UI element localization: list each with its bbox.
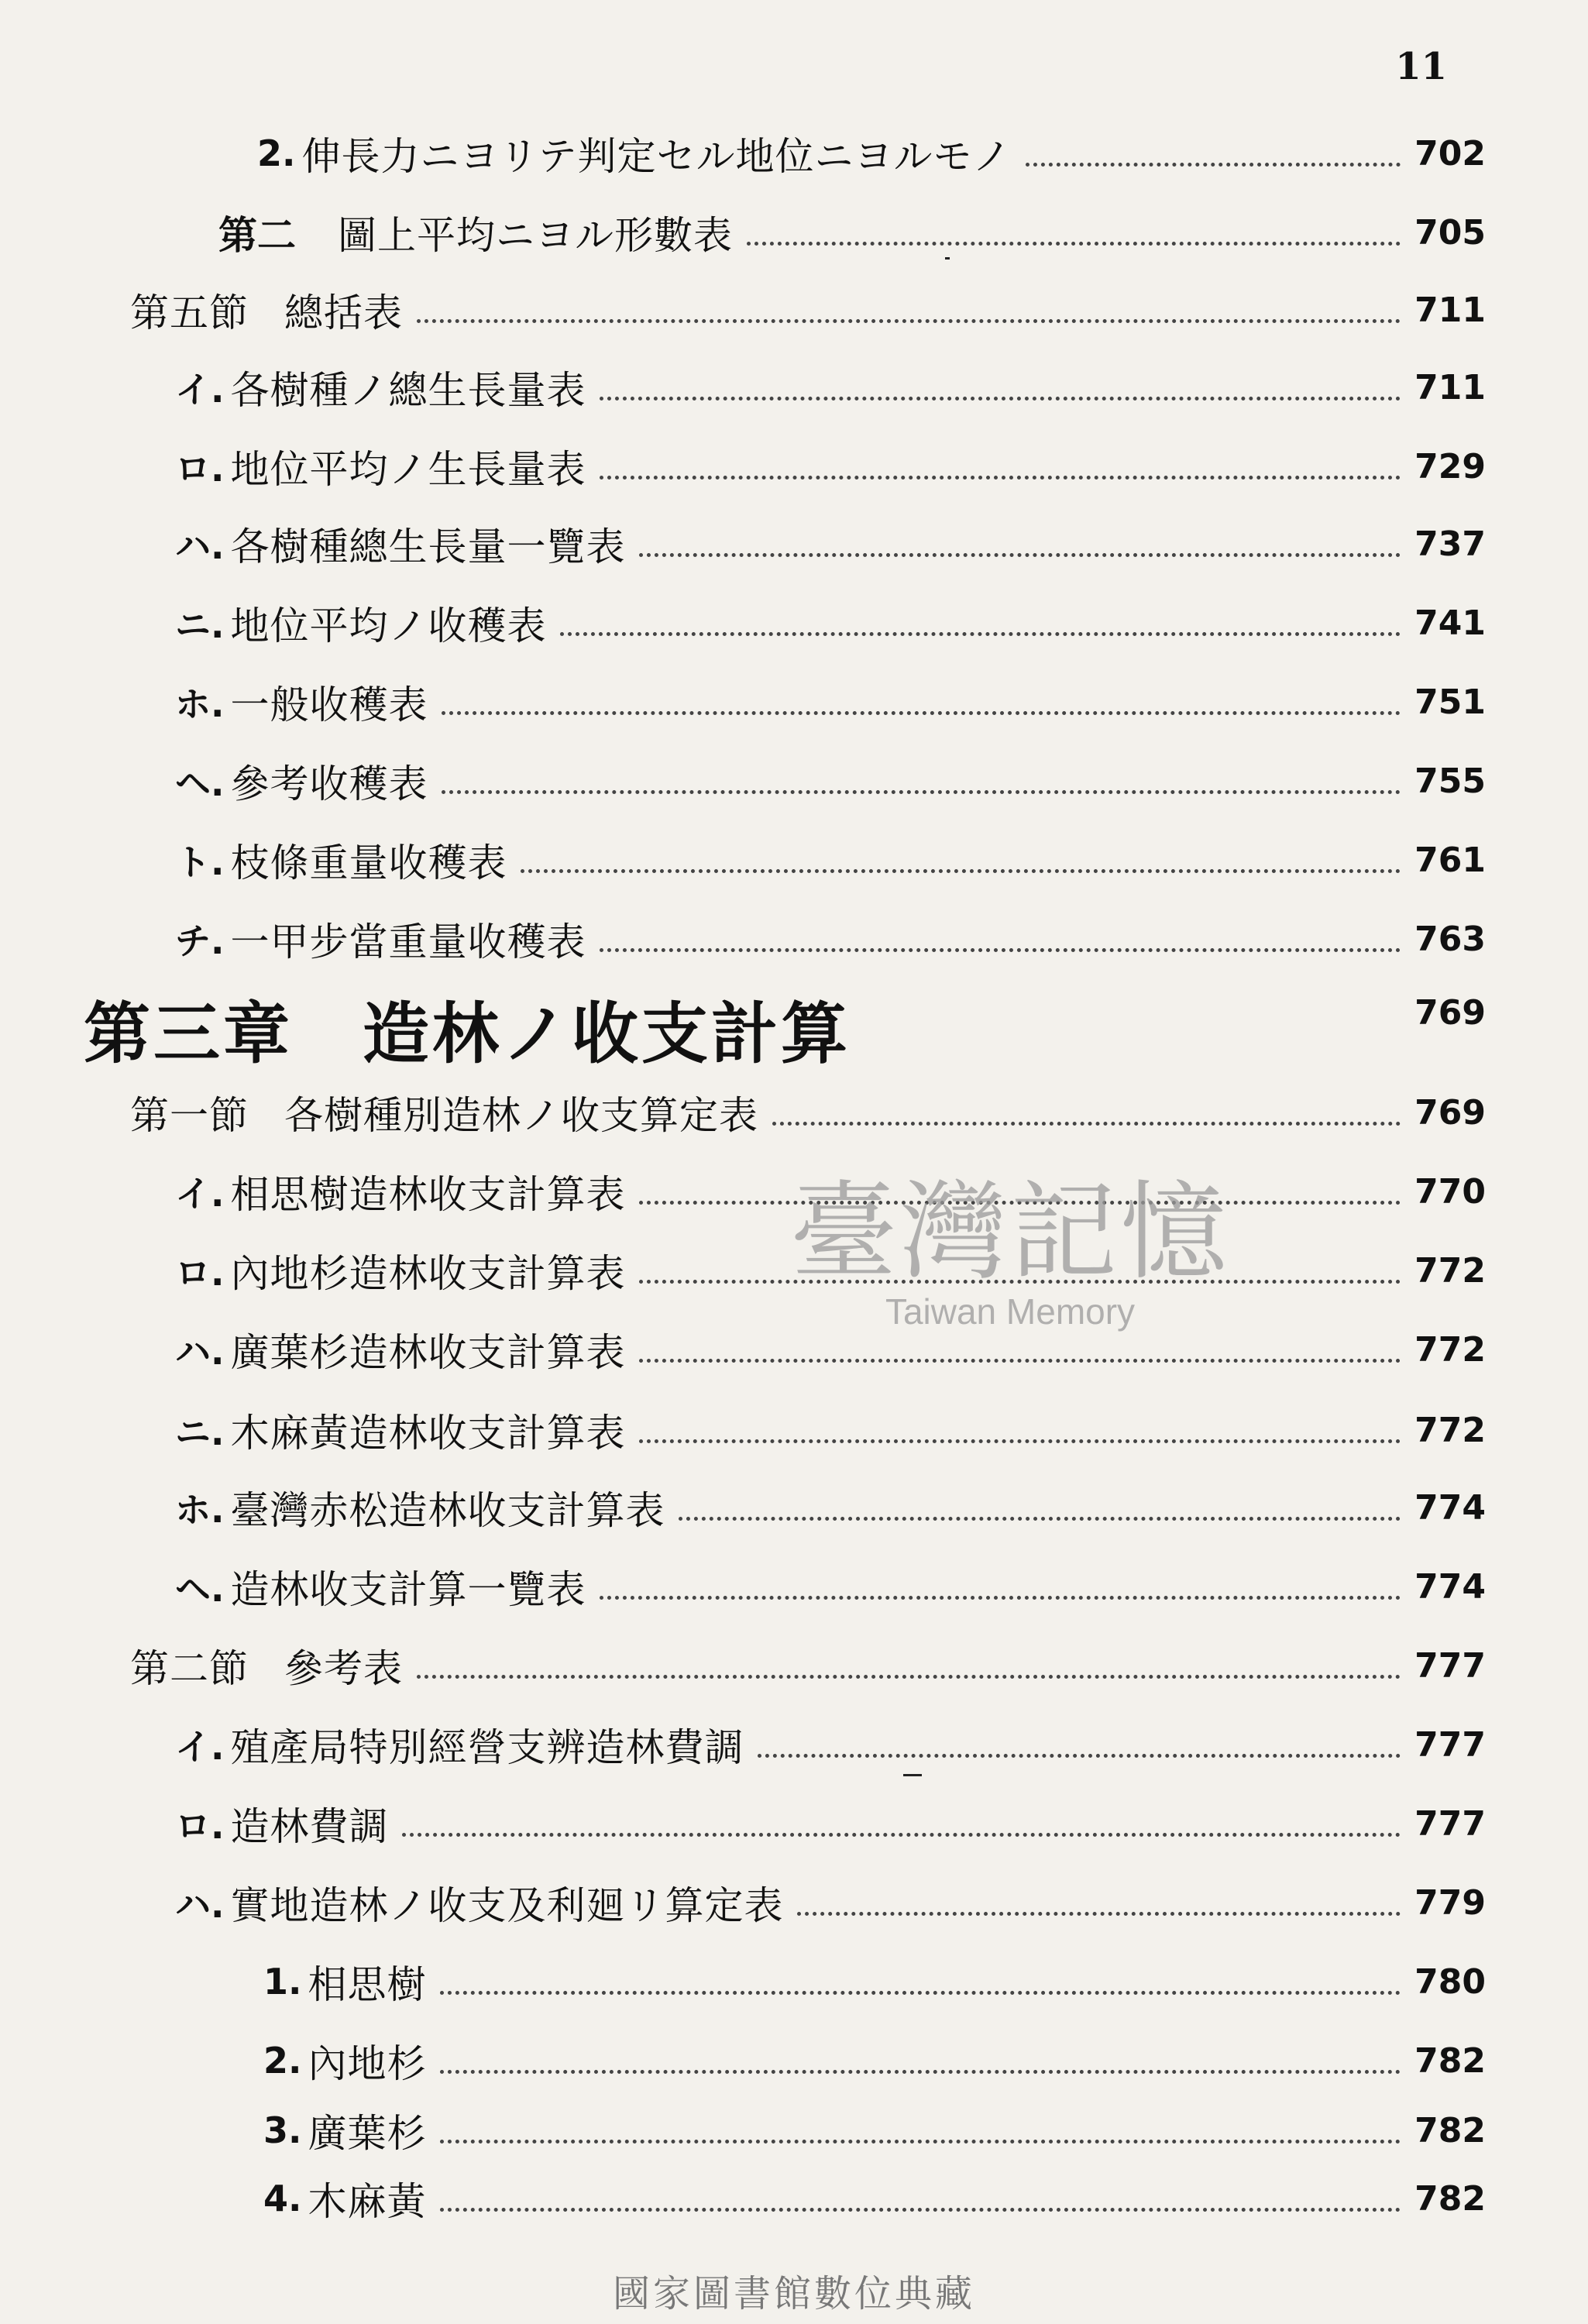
dot-leader [600,476,1401,480]
dot-leader [797,1912,1401,1916]
entry-marker: イ. [175,1726,225,1768]
toc-entry [175,435,1486,497]
toc-entry [175,1556,1486,1618]
entry-page: 770 [1414,1171,1486,1212]
chapter-title: 造林ノ收支計算 [363,995,851,1073]
entry-page: 782 [1414,2110,1486,2150]
toc-entry [175,513,1486,575]
entry-marker: ホ. [175,1489,225,1531]
entry-marker: チ. [175,920,225,962]
dot-leader [402,1833,1401,1837]
entry-title: 造林費調 [230,1804,389,1849]
entry-marker: ロ. [175,1805,225,1847]
entry-page: 702 [1414,133,1486,174]
entry-marker: 第五節 [130,290,249,335]
entry-page: 711 [1414,290,1486,330]
entry-title: 相思樹造林收支計算表 [230,1172,626,1217]
dot-leader [521,869,1401,873]
entry-marker: 第二 [218,213,296,258]
dot-leader [1026,163,1401,167]
entry-page: 705 [1414,212,1486,253]
entry-title: 地位平均ノ收穫表 [230,603,547,648]
toc-entry [175,1872,1486,1934]
entry-marker: ホ. [175,683,225,725]
toc-entry [218,201,1486,263]
entry-marker: 4. [263,2178,302,2219]
entry-title: 臺灣赤松造林收支計算表 [230,1488,665,1533]
entry-page: 761 [1414,840,1486,880]
entry-title: 內地杉造林收支計算表 [230,1251,626,1296]
entry-title: 廣葉杉造林收支計算表 [230,1330,626,1375]
toc-entry [175,829,1486,891]
toc-entry [130,1081,1486,1143]
entry-marker: イ. [175,1173,225,1215]
entry-title: 木麻黃 [308,2179,427,2224]
entry-marker: ヘ. [175,762,225,804]
toc-entry [263,2099,1486,2161]
entry-marker: イ. [175,369,225,411]
dot-leader [440,1991,1401,1995]
entry-marker: ハ. [175,525,225,567]
dot-leader [772,1122,1401,1126]
entry-title: 圖上平均ニヨル形數表 [338,213,733,258]
entry-marker: ハ. [175,1331,225,1373]
dot-leader [417,1675,1401,1679]
toc-entry [175,671,1486,733]
entry-marker: 3. [263,2109,302,2151]
entry-title: 各樹種別造林ノ收支算定表 [284,1093,758,1138]
dot-leader [442,711,1401,715]
entry-page: 782 [1414,2040,1486,2081]
entry-title: 實地造林ノ收支及利廻リ算定表 [230,1883,784,1928]
toc-entry [130,279,1486,341]
toc-entry [175,1793,1486,1855]
entry-title: 各樹種總生長量一覽表 [230,524,626,569]
entry-page: 769 [1414,1092,1486,1133]
entry-marker: ト. [175,841,225,883]
entry-page: 772 [1414,1410,1486,1450]
footer-credit: 國家圖書館數位典藏 [612,2272,975,2315]
dot-leader [639,553,1401,557]
entry-page: 755 [1414,761,1486,801]
entry-title: 殖產局特別經營支辨造林費調 [230,1725,744,1770]
toc-entry [175,1477,1486,1538]
entry-title: 廣葉杉 [308,2111,427,2156]
dot-leader [639,1359,1401,1363]
toc-entry [175,592,1486,654]
entry-page: 779 [1414,1882,1486,1923]
entry-page: 763 [1414,919,1486,959]
entry-title: 內地杉 [308,2041,427,2086]
toc-entry [130,1635,1486,1697]
entry-marker: 2. [263,2040,302,2082]
entry-marker: ニ. [175,1411,225,1453]
entry-title: 一般收穫表 [230,682,428,727]
entry-title: 參考表 [284,1646,403,1691]
entry-page: 777 [1414,1724,1486,1765]
entry-title: 相思樹 [308,1962,427,2007]
entry-page: 782 [1414,2178,1486,2219]
entry-page: 772 [1414,1250,1486,1291]
dot-leader [442,790,1401,794]
watermark-text: 臺灣記憶 [790,1170,1231,1294]
dot-leader [560,632,1401,636]
entry-marker: ヘ. [175,1568,225,1610]
entry-title: 總括表 [284,290,403,335]
dot-leader [440,2140,1401,2144]
entry-title: 各樹種ノ總生長量表 [230,368,586,413]
entry-page: 774 [1414,1566,1486,1607]
entry-marker: ニ. [175,604,225,646]
dot-leader [440,2208,1401,2212]
chapter-heading [84,985,1486,1071]
watermark [790,1147,1230,1332]
dot-leader [417,319,1401,323]
toc-entry [257,122,1486,184]
toc-entry [175,1399,1486,1461]
entry-marker: 2. [257,132,296,174]
entry-page: 774 [1414,1487,1486,1528]
entry-page: 729 [1414,446,1486,486]
toc-entry [263,1951,1486,2013]
entry-marker: ロ. [175,1252,225,1294]
entry-page: 751 [1414,682,1486,722]
toc-entry [263,2168,1486,2229]
entry-marker: 1. [263,1961,302,2003]
chapter-number: 第三章 [84,995,293,1073]
dot-leader [758,1754,1401,1758]
entry-marker: 第一節 [130,1093,249,1138]
entry-marker: ロ. [175,448,225,490]
dot-leader [600,397,1401,401]
entry-page: 772 [1414,1329,1486,1370]
dot-leader [679,1517,1401,1521]
toc-entry [263,2030,1486,2092]
toc-entry [175,356,1486,418]
print-speck [945,257,950,260]
watermark-subtext: Taiwan Memory [885,1291,1136,1332]
entry-page: 780 [1414,1961,1486,2002]
entry-page: 741 [1414,603,1486,643]
entry-title: 一甲步當重量收穫表 [230,920,586,964]
entry-page: 711 [1414,367,1486,407]
dot-leader [440,2070,1401,2074]
entry-title: 參考收穫表 [230,761,428,806]
entry-title: 伸長力ニヨリテ判定セル地位ニヨルモノ [301,134,1012,179]
page-number: 11 [1395,45,1447,88]
entry-page: 777 [1414,1803,1486,1844]
dot-leader [600,1596,1401,1600]
print-speck [903,1774,922,1776]
toc-entry [175,1714,1486,1776]
entry-title: 造林收支計算一覽表 [230,1567,586,1612]
entry-marker: 第二節 [130,1646,249,1691]
dot-leader [639,1439,1401,1443]
entry-title: 木麻黃造林收支計算表 [230,1411,626,1456]
toc-entry [175,750,1486,812]
entry-title: 枝條重量收穫表 [230,841,507,885]
entry-page: 769 [1414,992,1486,1033]
entry-marker: ハ. [175,1884,225,1926]
dot-leader [747,242,1401,246]
entry-page: 777 [1414,1645,1486,1686]
entry-page: 737 [1414,524,1486,564]
toc-entry [175,908,1486,970]
entry-title: 地位平均ノ生長量表 [230,447,586,492]
dot-leader [600,948,1401,952]
